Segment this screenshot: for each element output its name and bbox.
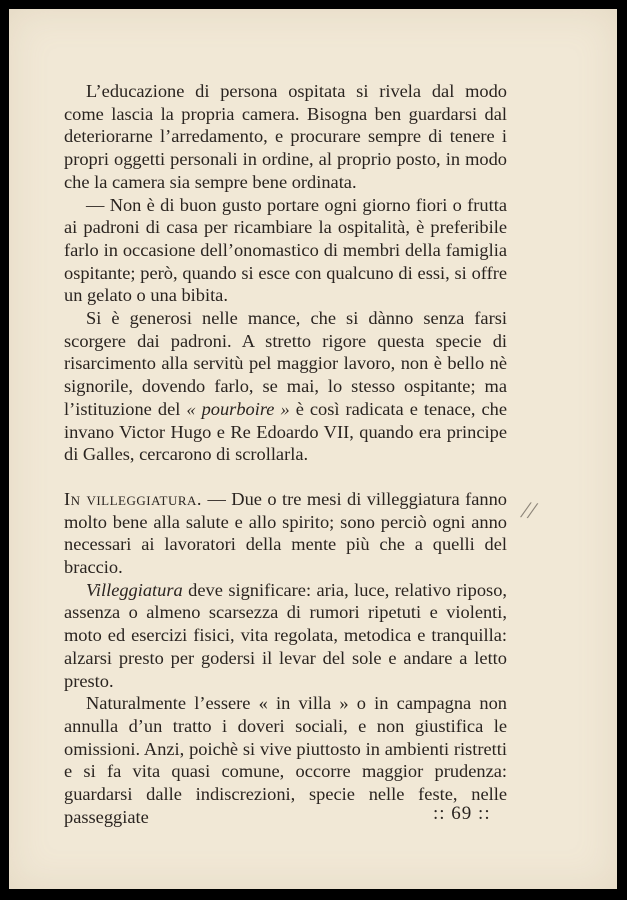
paragraph-villeggiatura [64, 488, 507, 579]
pourboire-term: « pourboire » [186, 398, 290, 419]
villeggiatura-term: Villeggiatura [86, 579, 183, 600]
paragraph-villeggiatura-text: — Due o tre mesi di villeggiatura fanno molto bene alla salute e allo spirito; sono perciò ogni anno necessari ai lavoratori della mente più che a quelli del braccio. [64, 488, 507, 578]
page-body [64, 80, 507, 829]
paragraph-mance-text-a: Si è generosi nelle mance, che si dànno senza farsi scorgere dai padroni. A stretto rigore questa specie di risarcimento alla servitù pel maggior lavoro, non è bello nè signorile, dovendo farlo, se mai, lo stesso ospitante; ma l’istituzione del [64, 308, 507, 419]
paragraph-camera: L’educazione di persona ospitata si rivela dal modo come lascia la propria camera. Bisogna ben guardarsi dal deteriorarne l’arredamento, e procurare sempre di tenere i propri oggetti personali in ordine, al proprio posto, in modo che la camera sia sempre bene ordinata. [64, 81, 507, 192]
paragraph-significato-text: deve significare: aria, luce, relativo riposo, assenza o almeno scarsezza di rumori ripetuti e violenti, moto ed esercizi fisici, vita regolata, metodica e tranquilla: alzarsi presto per godersi il levar del sole e andare a letto presto. [64, 579, 507, 691]
paragraph-mance-text-b: è così radicata e tenace, che invano Victor Hugo e Re Edoardo VII, quando era principe di Galles, cercarono di scrollarla. [64, 398, 507, 465]
margin-pencil-mark: // [520, 497, 538, 525]
paragraph-fiori: — Non è di buon gusto portare ogni giorno fiori o frutta ai padroni di casa per ricambiare la ospitalità, è preferibile farlo in occasione dell’onomastico di membri della famiglia ospitante; però, quando si esce con qualcuno di essi, si offre un gelato o una bibita. [64, 194, 507, 306]
section-heading: In villeggiatura. [64, 488, 203, 509]
paragraph-significato [64, 579, 507, 693]
paragraph-mance [64, 307, 507, 466]
paragraph-doveri: Naturalmente l’essere « in villa » o in campagna non annulla d’un tratto i doveri sociali, e non giustifica le omissioni. Anzi, poichè si vive piuttosto in ambienti ristretti e si fa vita quasi comune, occorre maggior prudenza: guardarsi dalle indiscrezioni, specie nelle feste, nelle passeggiate [64, 693, 507, 827]
page-number: :: 69 :: [433, 803, 491, 824]
